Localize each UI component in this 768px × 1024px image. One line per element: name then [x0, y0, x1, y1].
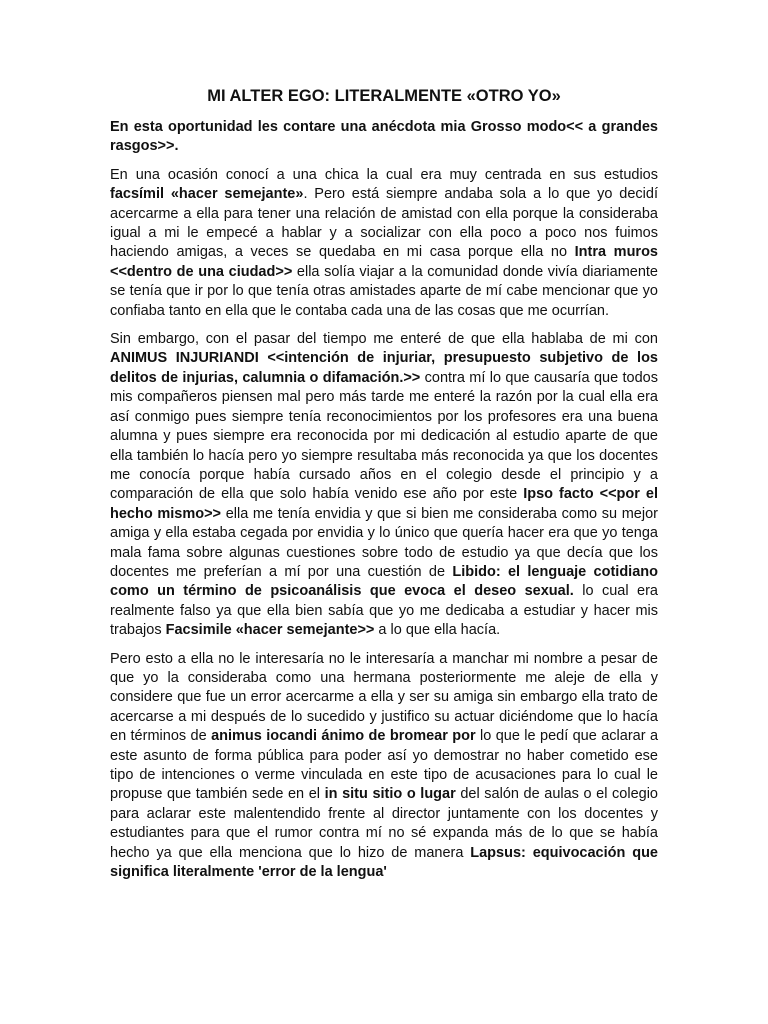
paragraph-2-text-3: ella me tenía envidia y que si bien me consideraba como su mejor amiga y ella estaba cegada por envidia y lo único que quería hacer era que yo tenga mala fama sobre algunas cuestiones sobre todo de estudio ya que decía que los docentes me preferían a mí por una cuestión de: [110, 505, 658, 580]
paragraph-3: [110, 650, 658, 883]
paragraph-3-bold-3: Lapsus: equivocación que significa literalmente 'error de la lengua': [110, 844, 658, 881]
paragraph-1-bold-1: facsímil «hacer semejante»: [110, 186, 304, 203]
intro-paragraph: En esta oportunidad les contare una anécdota mia Grosso modo<< a grandes rasgos>>.: [110, 119, 658, 155]
paragraph-2: [110, 330, 658, 641]
paragraph-3-text-3: del salón de aulas o el colegio para aclarar este malentendido frente al director juntamente con los docentes y estudiantes para que el rumor contra mí no sé expanda más de lo que se había hecho ya que ella menciona que lo hizo de manera: [110, 786, 658, 861]
paragraph-1: [110, 166, 658, 321]
paragraph-2-text-1: Sin embargo, con el pasar del tiempo me enteré de que ella hablaba de mi con: [110, 331, 658, 348]
paragraph-2-bold-1: ANIMUS INJURIANDI <<intención de injuriar, presupuesto subjetivo de los delitos de injurias, calumnia o difamación.>>: [110, 350, 658, 386]
paragraph-2-bold-4: Facsimile «hacer semejante>>: [165, 622, 375, 639]
paragraph-2-text-4: lo cual era realmente falso ya que ella bien sabía que yo me dedicaba a estudiar y hacer mis trabajos: [110, 583, 658, 639]
paragraph-3-text-1: Pero esto a ella no le interesaría no le interesaría a manchar mi nombre a pesar de que yo la consideraba como una hermana posteriormente me aleje de ella y considere que fue un error acercarme a ella y ser su amiga sin embargo ella trato de acercarse a mi después de lo sucedido y justifico su actuar diciéndome que lo hacía en términos de: [110, 650, 658, 745]
paragraph-1-bold-2: Intra muros <<dentro de una ciudad>>: [110, 244, 658, 280]
paragraph-2-text-5: a lo que ella hacía.: [374, 622, 501, 639]
document-page: [110, 86, 658, 891]
paragraph-3-bold-2: in situ sitio o lugar: [324, 786, 456, 803]
document-title: MI ALTER EGO: LITERALMENTE «OTRO YO»: [207, 87, 561, 105]
paragraph-2-bold-3: Libido: el lenguaje cotidiano como un término de psicoanálisis que evoca el deseo sexual.: [110, 563, 658, 600]
paragraph-3-text-2: lo que le pedí que aclarar a este asunto de forma pública para poder así yo demostrar no haber cometido ese tipo de intenciones o verme vinculada en este tipo de acusaciones para lo cual le propuse que también sede en el: [110, 728, 659, 803]
paragraph-1-text-2: . Pero está siempre andaba sola a lo que yo decidí acercarme a ella para tener una relación de amistad con ella porque la consideraba igual a mi le empecé a hablar y a socializar con ella poco a poco nos fuimos haciendo amigas, a veces se quedaba en mi casa porque ella no: [110, 186, 658, 261]
paragraph-1-text-1: En una ocasión conocí a una chica la cual era muy centrada en sus estudios: [110, 166, 658, 183]
paragraph-2-bold-2: Ipso facto <<por el hecho mismo>>: [110, 486, 658, 522]
paragraph-3-bold-1: animus iocandi ánimo de bromear por: [211, 728, 476, 745]
paragraph-2-text-2: contra mí lo que causaría que todos mis compañeros piensen mal pero más tarde me enteré la razón por la cual ella era así conmigo pues siempre tenía reconocimientos por los profesores era una buena alumna y pues siempre era reconocida por mi dedicación al estudio aparte de que ella también lo hacía pero yo siempre resultaba más reconocida ya que los docentes me conocía porque había cursado años en el colegio desde el principio y a comparación de ella que solo había venido ese año por este: [110, 369, 658, 503]
paragraph-1-text-3: ella solía viajar a la comunidad donde vivía diariamente se tenía que ir por lo que tenía otras amistades aparte de mí cabe mencionar que yo confiaba tanto en ella que le contaba cada una de las cosas que me ocurrían.: [110, 263, 658, 319]
